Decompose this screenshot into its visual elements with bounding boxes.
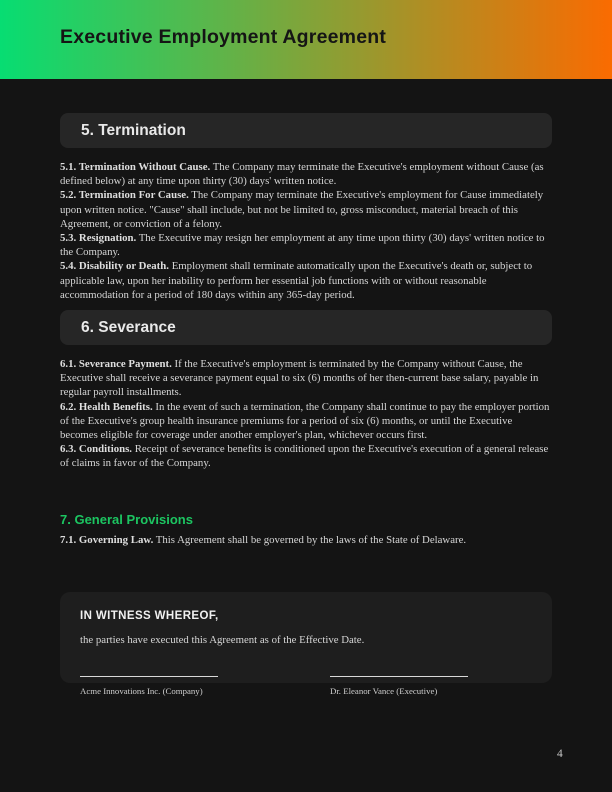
signature-line-company	[80, 676, 218, 677]
witness-clause-text: the parties have executed this Agreement as of the Effective Date.	[80, 633, 365, 646]
section-body-severance	[60, 357, 552, 471]
clause-7-1	[60, 533, 552, 547]
section-heading-box-termination	[60, 113, 552, 148]
clause-5-2-text: The Company may terminate the Executive's employment for Cause immediately upon written notice. "Cause" shall include, but not be limited to, gross misconduct, material breach of this Agreement, or conviction of a felony.	[60, 189, 544, 230]
clause-6-1-label: 6.1. Severance Payment.	[60, 358, 172, 371]
clause-6-3-label: 6.3. Conditions.	[60, 443, 132, 456]
clause-5-2	[60, 188, 552, 231]
clause-5-2-label: 5.2. Termination For Cause.	[60, 189, 189, 202]
clause-6-1	[60, 357, 552, 400]
signer-label-executive: Dr. Eleanor Vance (Executive)	[330, 685, 438, 696]
clause-6-2-label: 6.2. Health Benefits.	[60, 400, 153, 413]
clause-5-1-label: 5.1. Termination Without Cause.	[60, 161, 211, 173]
clause-5-4	[60, 259, 552, 302]
page-number: 4	[557, 748, 563, 760]
clause-6-2-text: In the event of such a termination, the Company shall continue to pay the employer portion of the Executive's group health insurance premiums for a period of six (6) months, or until the Executive becomes eligible for coverage under another employer's plan, whichever occurs first.	[60, 400, 550, 442]
clause-5-4-label: 5.4. Disability or Death.	[60, 260, 169, 273]
signer-label-company: Acme Innovations Inc. (Company)	[80, 685, 203, 696]
clause-5-1-text: The Company may terminate the Executive's employment without Cause (as defined below) at any time upon thirty (30) days' written notice.	[60, 161, 544, 188]
clause-6-1-text: If the Executive's employment is terminated by the Company without Cause, the Executive shall receive a severance payment equal to six (6) months of her then-current base salary, payable in regular payroll installments.	[60, 358, 539, 399]
signature-labels	[60, 683, 552, 697]
clause-6-3	[60, 442, 552, 470]
section-body-termination	[60, 160, 552, 302]
section-heading-general-provisions: 7. General Provisions	[60, 511, 193, 527]
header-banner	[0, 0, 612, 79]
clause-7-1-label: 7.1. Governing Law.	[60, 533, 154, 546]
clause-5-4-text: Employment shall terminate automatically upon the Executive's death or, subject to applicable law, upon her inability to perform her essential job functions with or without reasonable accommodation for a period of 180 days within any 365-day period.	[60, 260, 533, 301]
clause-5-3	[60, 231, 552, 259]
clause-5-1	[60, 160, 552, 188]
section-body-general-provisions	[60, 533, 552, 547]
clause-5-3-label: 5.3. Resignation.	[60, 232, 137, 245]
witness-clause-title: IN WITNESS WHEREOF,	[80, 609, 219, 622]
section-heading-termination: 5. Termination	[81, 121, 186, 139]
section-heading-severance: 6. Severance	[81, 318, 176, 336]
signature-line-executive	[330, 676, 468, 677]
document-body	[0, 113, 612, 697]
signature-box	[60, 592, 552, 683]
section-heading-box-severance	[60, 310, 552, 345]
clause-7-1-text: This Agreement shall be governed by the laws of the State of Delaware.	[155, 533, 467, 546]
clause-5-3-text: The Executive may resign her employment at any time upon thirty (30) days' written notice to the Company.	[60, 232, 545, 259]
clause-6-2	[60, 400, 552, 443]
clause-6-3-text: Receipt of severance benefits is conditioned upon the Executive's execution of a general release of claims in favor of the Company.	[60, 443, 549, 470]
signature-lines	[80, 676, 532, 677]
page-title: Executive Employment Agreement	[60, 26, 387, 48]
